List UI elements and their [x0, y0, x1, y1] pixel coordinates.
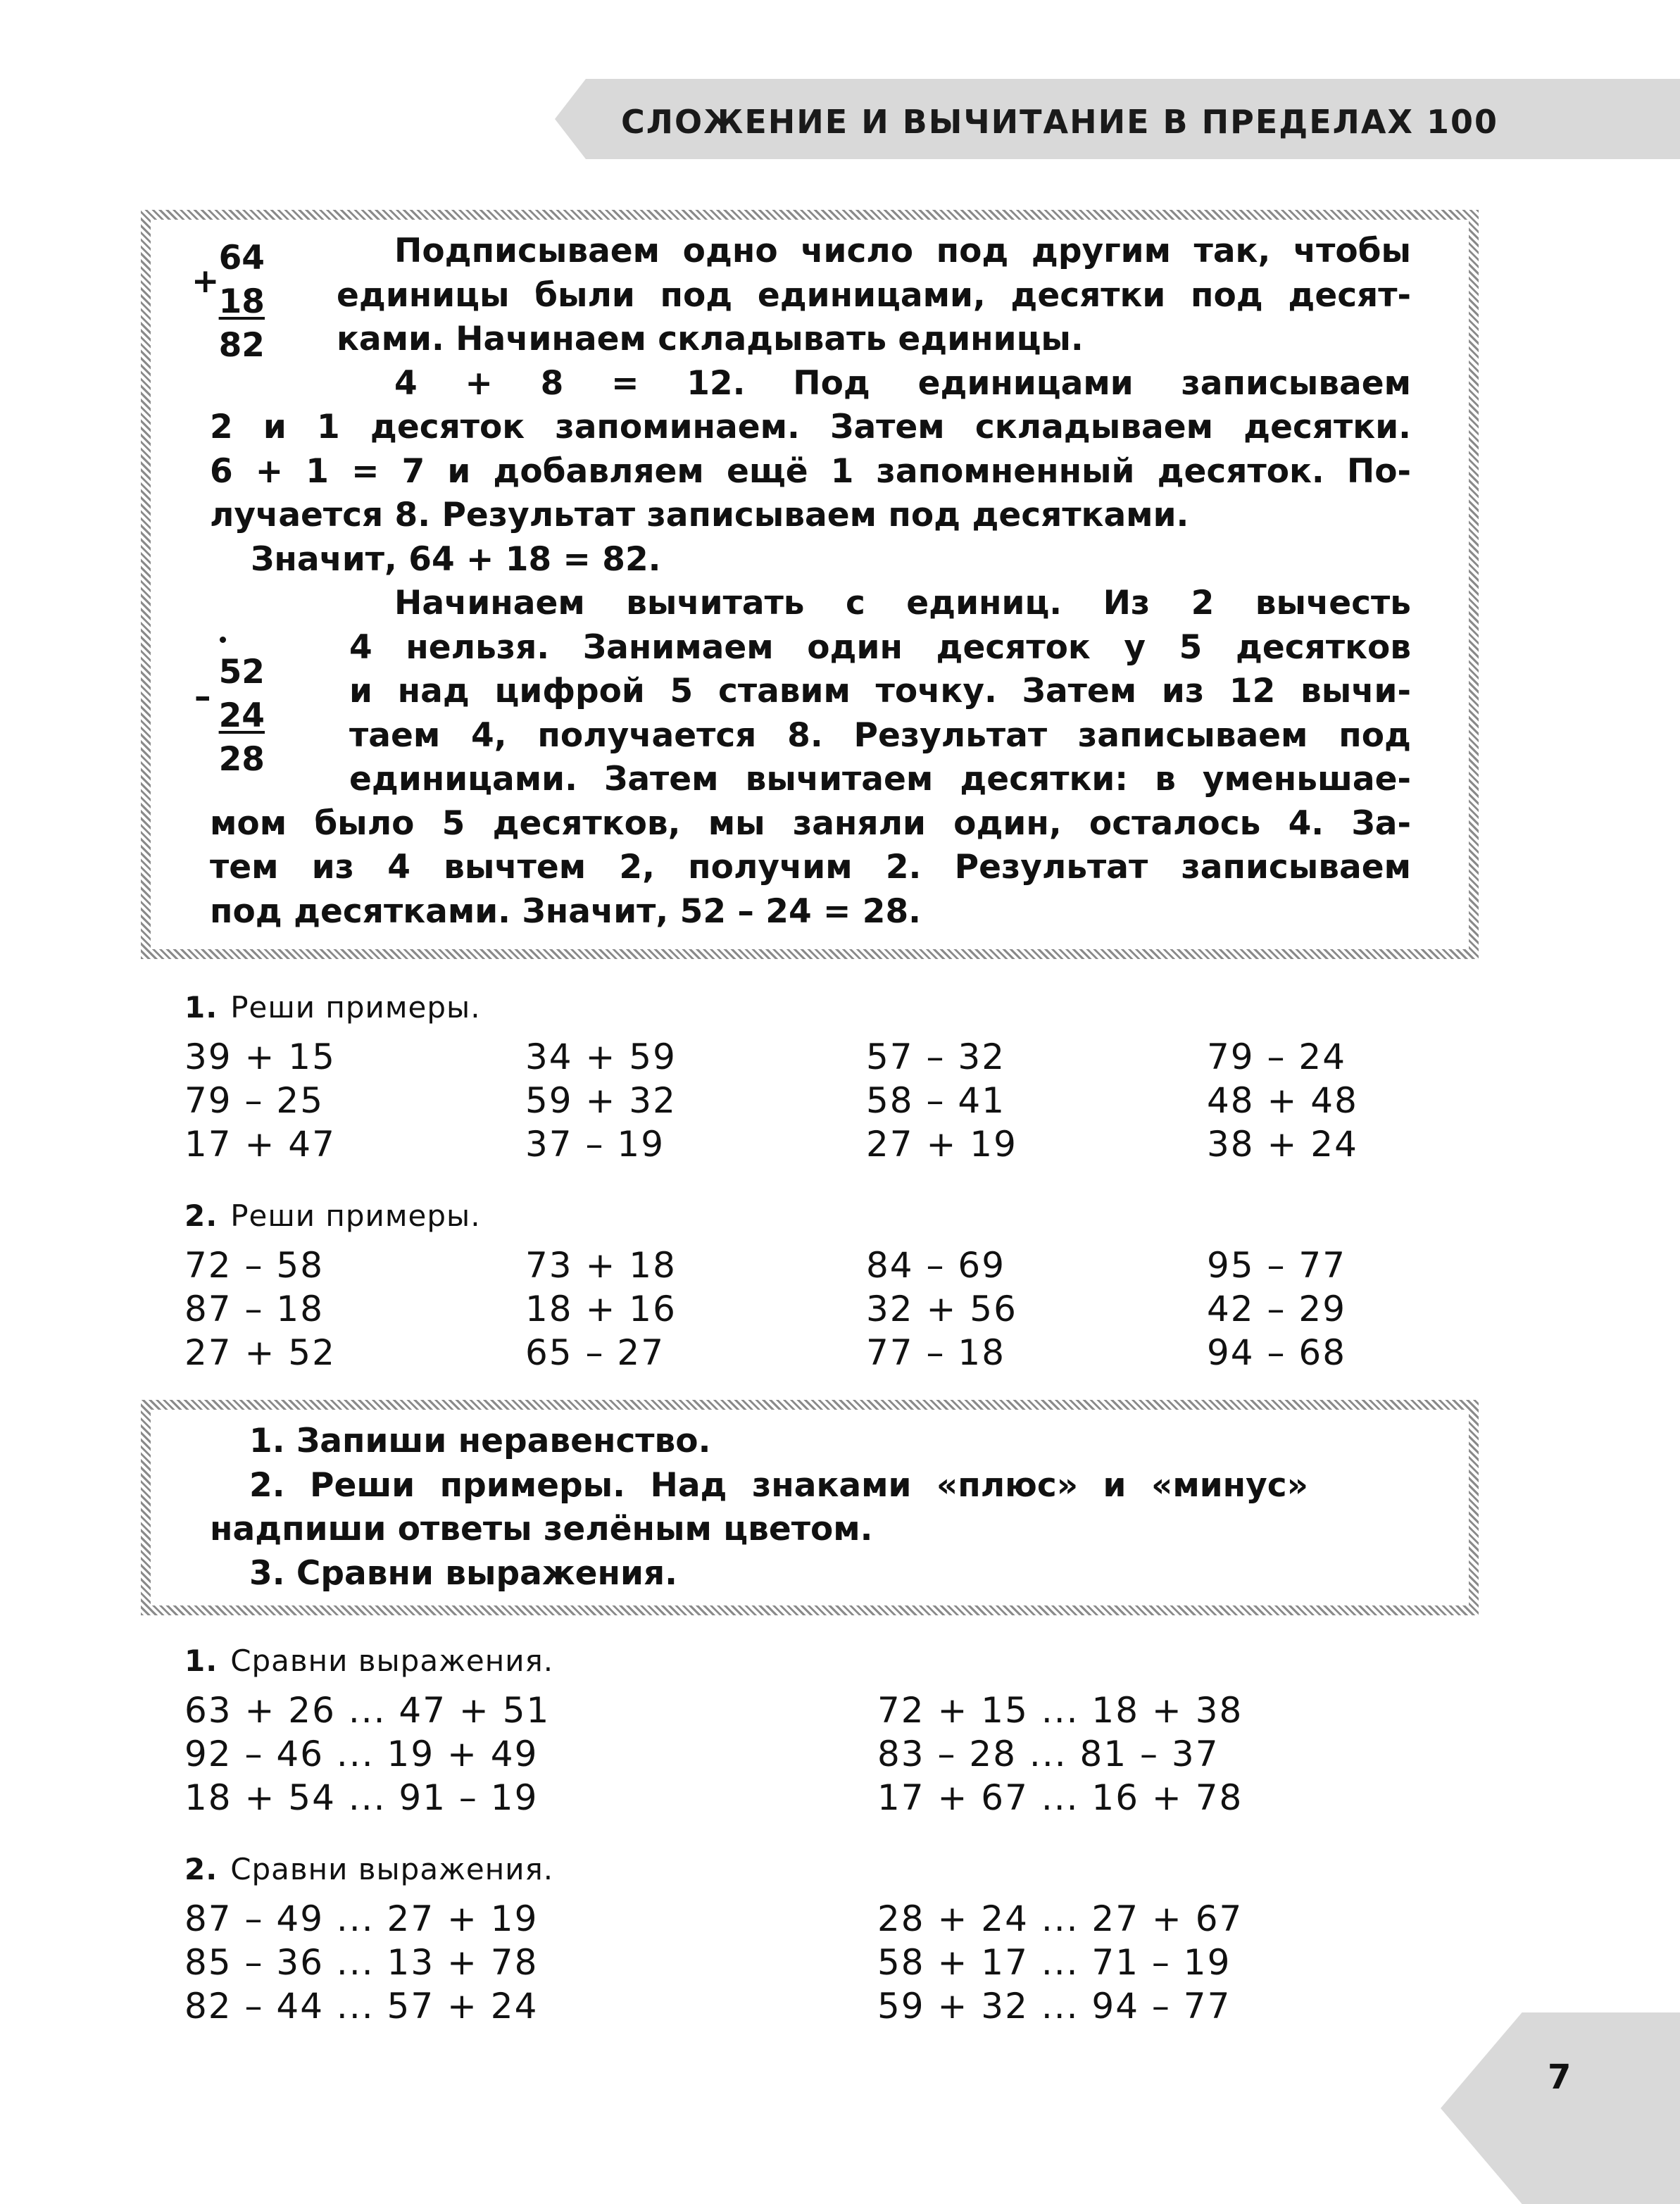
task-number: 2.: [184, 1852, 218, 1886]
exercise-item: 59 + 32: [525, 1080, 677, 1121]
exercise-column: [866, 1035, 1017, 1166]
task-number: 1.: [184, 990, 218, 1025]
instruction-text: [210, 1420, 1308, 1596]
task-label: Реши примеры.: [230, 990, 481, 1025]
exercise-item: 32 + 56: [866, 1289, 1017, 1329]
exercise-item: 77 – 18: [866, 1332, 1006, 1373]
rule-line: мом было 5 десятков, мы заняли один, осталось 4. За-: [210, 803, 1411, 843]
exercise-item: 18 + 54 ... 91 – 19: [184, 1777, 539, 1818]
exercise-item: 92 – 46 ... 19 + 49: [184, 1734, 539, 1774]
exercise-item: 95 – 77: [1207, 1245, 1347, 1286]
exercise-item: 59 + 32 ... 94 – 77: [877, 1986, 1231, 2027]
exercise-item: 83 – 28 ... 81 – 37: [877, 1734, 1220, 1774]
task-title: [184, 990, 481, 1025]
exercise-item: 58 – 41: [866, 1080, 1006, 1121]
exercise-item: 65 – 27: [525, 1332, 665, 1373]
exercise-column: [1207, 1244, 1346, 1375]
exercise-item: 79 – 25: [184, 1080, 325, 1121]
addition-operand-1: 64: [218, 239, 265, 277]
exercise-item: 63 + 26 ... 47 + 51: [184, 1690, 551, 1731]
rule-text: [210, 230, 1411, 934]
rule-line: ками. Начинаем складывать единицы.: [337, 320, 1084, 358]
exercise-item: 28 + 24 ... 27 + 67: [877, 1898, 1243, 1939]
rule-line: лучается 8. Результат записываем под десятками.: [210, 496, 1189, 534]
addition-sign: +: [192, 262, 220, 301]
addition-result: 82: [218, 326, 265, 365]
task-number: 1.: [184, 1643, 218, 1678]
rule-line: под десятками. Значит, 52 – 24 = 28.: [210, 891, 922, 931]
instruction-line: 2. Реши примеры. Над знаками «плюс» и «минус»: [249, 1465, 1308, 1505]
exercise-item: 58 + 17 ... 71 – 19: [877, 1942, 1231, 1983]
exercise-column: [1207, 1035, 1358, 1166]
task-title: [184, 1198, 481, 1233]
page-number: 7: [1548, 2058, 1572, 2097]
exercise-item: 87 – 49 ... 27 + 19: [184, 1898, 539, 1939]
rule-line: тем из 4 вычтем 2, получим 2. Результат записываем: [210, 848, 1411, 887]
exercise-column: [184, 1244, 336, 1375]
task-title: [184, 1643, 553, 1678]
exercise-item: 57 – 32: [866, 1037, 1006, 1077]
rule-line: таем 4, получается 8. Результат записываем под: [349, 715, 1411, 755]
exercise-column: [525, 1035, 677, 1166]
exercise-column: [866, 1244, 1017, 1375]
rule-line: 4 нельзя. Занимаем один десяток у 5 десятков: [349, 627, 1411, 667]
exercise-column: [184, 1897, 538, 2028]
exercise-item: 34 + 59: [525, 1037, 677, 1077]
subtraction-operand-1: 52: [218, 653, 265, 691]
exercise-item: 27 + 19: [866, 1124, 1017, 1165]
exercise-item: 84 – 69: [866, 1245, 1006, 1286]
rule-line: 4 + 8 = 12. Под единицами записываем: [394, 363, 1411, 403]
exercise-item: 27 + 52: [184, 1332, 336, 1373]
exercise-item: 73 + 18: [525, 1245, 677, 1286]
exercise-item: 94 – 68: [1207, 1332, 1347, 1373]
subtraction-operand-2: 24: [218, 696, 265, 735]
exercise-item: 85 – 36 ... 13 + 78: [184, 1942, 539, 1983]
rule-line: единицами. Затем вычитаем десятки: в уменьшае-: [349, 760, 1411, 799]
rule-line: и над цифрой 5 ставим точку. Затем из 12 вычи-: [349, 672, 1411, 710]
subtraction-result: 28: [218, 740, 265, 779]
exercise-item: 82 – 44 ... 57 + 24: [184, 1986, 539, 2027]
exercise-item: 18 + 16: [525, 1289, 677, 1329]
exercise-column: [525, 1244, 677, 1375]
exercise-item: 79 – 24: [1207, 1037, 1347, 1077]
exercise-item: 72 + 15 ... 18 + 38: [877, 1690, 1243, 1731]
exercise-item: 72 – 58: [184, 1245, 325, 1286]
addition-operand-2: 18: [218, 282, 265, 321]
rule-line: единицы были под единицами, десятки под десят-: [337, 275, 1411, 315]
exercise-item: 48 + 48: [1207, 1080, 1358, 1121]
rule-line: 6 + 1 = 7 и добавляем ещё 1 запомненный десяток. По-: [210, 451, 1411, 491]
exercise-item: 39 + 15: [184, 1037, 336, 1077]
exercise-item: 87 – 18: [184, 1289, 325, 1329]
exercise-column: [184, 1035, 336, 1166]
instruction-line: надпиши ответы зелёным цветом.: [210, 1510, 873, 1548]
rule-line: 2 и 1 десяток запоминаем. Затем складываем десятки.: [210, 408, 1411, 446]
exercise-item: 37 – 19: [525, 1124, 665, 1165]
rule-line: Начинаем вычитать с единиц. Из 2 вычесть: [394, 584, 1411, 622]
page-number-tab: [1441, 2012, 1680, 2204]
instruction-line: 1. Запиши неравенство.: [249, 1422, 711, 1460]
rule-line: Значит, 64 + 18 = 82.: [251, 539, 661, 579]
task-number: 2.: [184, 1198, 218, 1233]
exercise-item: 38 + 24: [1207, 1124, 1358, 1165]
rule-line: Подписываем одно число под другим так, чтобы: [394, 232, 1411, 270]
exercise-column: [877, 1897, 1243, 2028]
exercise-column: [184, 1689, 550, 1820]
task-label: Сравни выражения.: [230, 1852, 554, 1886]
task-label: Реши примеры.: [230, 1198, 481, 1233]
task-title: [184, 1852, 553, 1886]
instruction-line: 3. Сравни выражения.: [249, 1553, 677, 1593]
exercise-column: [877, 1689, 1243, 1820]
subtraction-sign: –: [194, 677, 211, 716]
exercise-item: 17 + 47: [184, 1124, 336, 1165]
exercise-item: 17 + 67 ... 16 + 78: [877, 1777, 1243, 1818]
exercise-item: 42 – 29: [1207, 1289, 1347, 1329]
page-title: СЛОЖЕНИЕ И ВЫЧИТАНИЕ В ПРЕДЕЛАХ 100: [621, 103, 1498, 141]
task-label: Сравни выражения.: [230, 1643, 554, 1678]
